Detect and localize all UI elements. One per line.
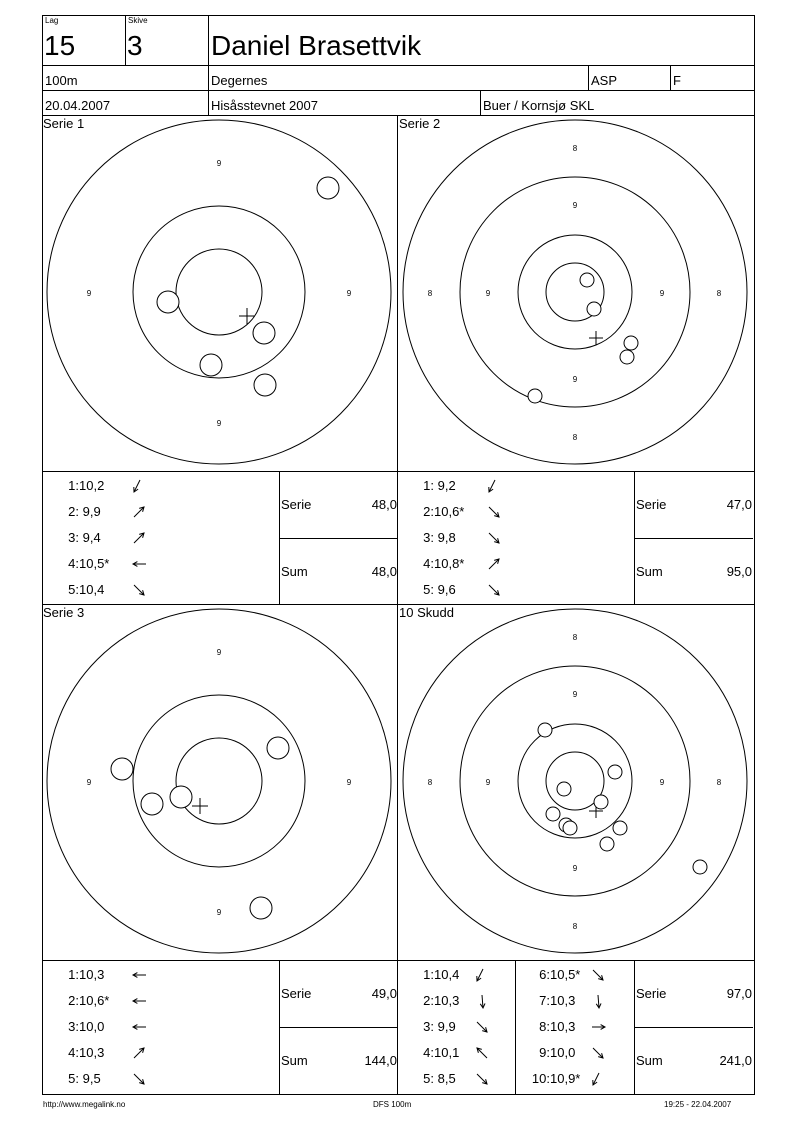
shot-score: 10,3 — [79, 967, 105, 982]
ring-label-bottom: 9 — [216, 419, 222, 428]
shot-score: 10,3 — [550, 993, 576, 1008]
shot-number: 5: — [68, 1071, 79, 1086]
shot-hole — [613, 821, 627, 835]
shot-hole — [254, 374, 276, 396]
shot-row — [402, 993, 491, 1010]
ring-middle — [133, 206, 305, 378]
shot-number: 2: — [68, 993, 79, 1008]
direction-arrow-icon — [590, 1071, 607, 1088]
serie-label: Serie — [281, 986, 312, 1001]
shot-score: 9,2 — [434, 478, 456, 493]
ring-middle — [460, 666, 690, 896]
lag-value: 15 — [44, 30, 76, 61]
ring-inner — [518, 235, 632, 349]
shot-row — [402, 1019, 491, 1036]
lag-label: Lag — [45, 16, 59, 25]
ring-label-9-right: 9 — [659, 289, 665, 298]
ring-outer — [403, 120, 747, 464]
ring-label-8-top: 8 — [572, 633, 578, 642]
summary-hline — [634, 1027, 753, 1028]
panel-title-serie-2: Serie 2 — [399, 116, 441, 131]
shot-row — [402, 1045, 491, 1062]
shot-hole — [200, 354, 222, 376]
shot-number: 1: — [423, 967, 434, 982]
direction-arrow-icon — [474, 1019, 491, 1036]
header-vline-lag — [125, 15, 126, 65]
summary-hline — [279, 538, 398, 539]
shot-hole — [580, 273, 594, 287]
direction-arrow-icon — [590, 993, 607, 1010]
shot-hole — [538, 723, 552, 737]
shot-number: 4: — [423, 556, 434, 571]
shot-row — [42, 993, 148, 1010]
shot-row — [42, 967, 148, 984]
summary-hline — [279, 1027, 398, 1028]
shot-score: 10,4 — [79, 582, 105, 597]
shot-row — [518, 1045, 607, 1062]
shot-row — [518, 1019, 607, 1036]
shot-hole — [693, 860, 707, 874]
header-vline-skive — [208, 15, 209, 116]
shot-score: 9,5 — [79, 1071, 101, 1086]
shot-number: 5: — [423, 582, 434, 597]
shot-hole — [624, 336, 638, 350]
shot-score: 10,6* — [79, 993, 110, 1008]
club: Buer / Kornsjø SKL — [483, 98, 595, 113]
ring-label-bottom: 9 — [216, 908, 222, 917]
direction-arrow-icon — [486, 478, 503, 495]
shot-score: 9,9 — [434, 1019, 456, 1034]
shot-row — [402, 967, 491, 984]
ring-label-8-bottom: 8 — [572, 922, 578, 931]
ring-label-9-top: 9 — [572, 690, 578, 699]
shot-hole — [111, 758, 133, 780]
direction-arrow-icon — [131, 967, 148, 984]
shot-score: 9,6 — [434, 582, 456, 597]
shot-column-divider — [515, 960, 516, 1094]
ring-label-8-top: 8 — [572, 144, 578, 153]
ring-label-right: 9 — [346, 289, 352, 298]
shot-row — [42, 1071, 148, 1088]
direction-arrow-icon — [131, 1045, 148, 1062]
ring-label-8-right: 8 — [716, 289, 722, 298]
shot-score: 10,0 — [79, 1019, 105, 1034]
serie-value: 47,0 — [726, 497, 752, 512]
shot-number: 2: — [423, 504, 434, 519]
sum-value: 144,0 — [364, 1053, 397, 1068]
shot-score: 10,5* — [79, 556, 110, 571]
header-vline-code — [670, 65, 671, 90]
serie-label: Serie — [281, 497, 312, 512]
shot-hole — [587, 302, 601, 316]
direction-arrow-icon — [131, 530, 148, 547]
shot-number: 5: — [423, 1071, 434, 1086]
ring-inner — [518, 724, 632, 838]
sum-label: Sum — [281, 564, 308, 579]
panel-title-serie-3: Serie 3 — [43, 605, 85, 620]
direction-arrow-icon — [131, 556, 148, 573]
ring-middle — [133, 695, 305, 867]
date: 20.04.2007 — [45, 98, 111, 113]
shot-score: 9,4 — [79, 530, 101, 545]
serie-label: Serie — [636, 497, 667, 512]
shot-number: 1: — [423, 478, 434, 493]
shot-score: 8,5 — [434, 1071, 456, 1086]
ring-middle — [460, 177, 690, 407]
shot-row — [42, 1045, 148, 1062]
table-hline-top1 — [42, 471, 755, 472]
ring-outer — [47, 120, 391, 464]
shot-row — [518, 1071, 607, 1088]
panel-title-10-skudd: 10 Skudd — [399, 605, 454, 620]
distance: 100m — [45, 73, 78, 88]
shot-hole — [528, 389, 542, 403]
sum-label: Sum — [636, 1053, 663, 1068]
shot-row — [518, 993, 607, 1010]
sum-value: 95,0 — [726, 564, 752, 579]
shot-row — [397, 478, 503, 495]
shot-hole — [250, 897, 272, 919]
panel-title-serie-1: Serie 1 — [43, 116, 85, 131]
ring-label-9-bottom: 9 — [572, 864, 578, 873]
shot-number: 4: — [423, 1045, 434, 1060]
shot-number: 3: — [423, 530, 434, 545]
shot-score: 10,3 — [550, 1019, 576, 1034]
shot-hole — [620, 350, 634, 364]
shot-hole — [594, 795, 608, 809]
shot-number: 5: — [68, 582, 79, 597]
direction-arrow-icon — [131, 1071, 148, 1088]
summary-hline — [634, 538, 753, 539]
ring-label-9-left: 9 — [485, 778, 491, 787]
shot-number: 2: — [423, 993, 434, 1008]
footer-url: http://www.megalink.no — [43, 1100, 126, 1109]
skive-label: Skive — [128, 16, 148, 25]
shot-score: 9,9 — [79, 504, 101, 519]
shot-number: 3: — [68, 1019, 79, 1034]
skive-value: 3 — [127, 30, 143, 61]
shot-row — [42, 504, 148, 521]
ring-label-9-right: 9 — [659, 778, 665, 787]
target-serie-1 — [42, 115, 397, 470]
direction-arrow-icon — [486, 504, 503, 521]
shot-number: 2: — [68, 504, 79, 519]
shot-row — [42, 1019, 148, 1036]
class-code: F — [673, 73, 681, 88]
direction-arrow-icon — [131, 1019, 148, 1036]
table-hline-top2 — [42, 960, 755, 961]
shot-number: 8: — [539, 1019, 550, 1034]
shot-number: 4: — [68, 556, 79, 571]
ring-label-9-bottom: 9 — [572, 375, 578, 384]
shot-score: 10,9* — [550, 1071, 581, 1086]
shot-row — [397, 504, 503, 521]
ring-label-8-right: 8 — [716, 778, 722, 787]
shot-score: 10,1 — [434, 1045, 460, 1060]
shooter-name: Daniel Brasettvik — [211, 30, 422, 61]
direction-arrow-icon — [131, 478, 148, 495]
direction-arrow-icon — [590, 967, 607, 984]
shot-number: 9: — [539, 1045, 550, 1060]
shot-number: 1: — [68, 478, 79, 493]
location: Degernes — [211, 73, 268, 88]
direction-arrow-icon — [486, 530, 503, 547]
ring-label-9-left: 9 — [485, 289, 491, 298]
shot-number: 3: — [68, 530, 79, 545]
serie-label: Serie — [636, 986, 667, 1001]
ring-inner — [176, 738, 262, 824]
shot-score: 10,8* — [434, 556, 465, 571]
shot-row — [42, 556, 148, 573]
target-10-skudd — [398, 604, 753, 959]
ring-label-top: 9 — [216, 648, 222, 657]
header-vline-club — [480, 90, 481, 116]
direction-arrow-icon — [474, 967, 491, 984]
direction-arrow-icon — [590, 1045, 607, 1062]
serie-value: 97,0 — [726, 986, 752, 1001]
ring-label-8-left: 8 — [427, 289, 433, 298]
target-serie-2 — [398, 115, 753, 470]
shot-number: 1: — [68, 967, 79, 982]
shot-hole — [600, 837, 614, 851]
shot-hole — [170, 786, 192, 808]
sum-value: 241,0 — [719, 1053, 752, 1068]
shot-number: 7: — [539, 993, 550, 1008]
shot-hole — [557, 782, 571, 796]
ring-outer — [403, 609, 747, 953]
shot-hole — [141, 793, 163, 815]
shot-row — [402, 1071, 491, 1088]
shot-row — [42, 582, 148, 599]
ring-label-left: 9 — [86, 778, 92, 787]
target-serie-3 — [42, 604, 397, 959]
direction-arrow-icon — [486, 582, 503, 599]
ring-label-8-bottom: 8 — [572, 433, 578, 442]
shot-score: 10,6* — [434, 504, 465, 519]
shot-score: 10,3 — [434, 993, 460, 1008]
direction-arrow-icon — [131, 993, 148, 1010]
serie-value: 48,0 — [371, 497, 397, 512]
direction-arrow-icon — [131, 582, 148, 599]
shot-score: 10,4 — [434, 967, 460, 982]
shot-row — [397, 556, 503, 573]
header-vline-class — [588, 65, 589, 90]
direction-arrow-icon — [486, 556, 503, 573]
shot-hole — [563, 821, 577, 835]
shot-row — [397, 582, 503, 599]
event: Hisåsstevnet 2007 — [211, 98, 318, 113]
shot-number: 4: — [68, 1045, 79, 1060]
sum-value: 48,0 — [371, 564, 397, 579]
shot-score: 10,3 — [79, 1045, 105, 1060]
sum-label: Sum — [636, 564, 663, 579]
direction-arrow-icon — [474, 1045, 491, 1062]
shot-number: 3: — [423, 1019, 434, 1034]
shot-number: 10: — [531, 1071, 550, 1086]
ring-label-9-top: 9 — [572, 201, 578, 210]
shot-row — [42, 478, 148, 495]
class: ASP — [591, 73, 618, 88]
shot-hole — [608, 765, 622, 779]
shot-number: 6: — [539, 967, 550, 982]
footer-timestamp: 19:25 - 22.04.2007 — [664, 1100, 732, 1109]
ring-label-left: 9 — [86, 289, 92, 298]
shot-row — [518, 967, 607, 984]
shot-row — [42, 530, 148, 547]
direction-arrow-icon — [474, 1071, 491, 1088]
shot-hole — [267, 737, 289, 759]
ring-label-top: 9 — [216, 159, 222, 168]
footer-center: DFS 100m — [373, 1100, 412, 1109]
sum-label: Sum — [281, 1053, 308, 1068]
shot-score: 10,2 — [79, 478, 105, 493]
shot-hole — [157, 291, 179, 313]
shot-score: 9,8 — [434, 530, 456, 545]
direction-arrow-icon — [131, 504, 148, 521]
header-divider-1 — [42, 65, 755, 66]
ring-inner — [176, 249, 262, 335]
shot-hole — [253, 322, 275, 344]
ring-outer — [47, 609, 391, 953]
shot-score: 10,5* — [550, 967, 581, 982]
ring-label-right: 9 — [346, 778, 352, 787]
direction-arrow-icon — [590, 1019, 607, 1036]
serie-value: 49,0 — [371, 986, 397, 1001]
direction-arrow-icon — [474, 993, 491, 1010]
header-divider-2 — [42, 90, 755, 91]
shot-row — [397, 530, 503, 547]
shot-hole — [317, 177, 339, 199]
shot-score: 10,0 — [550, 1045, 576, 1060]
shot-hole — [546, 807, 560, 821]
ring-label-8-left: 8 — [427, 778, 433, 787]
